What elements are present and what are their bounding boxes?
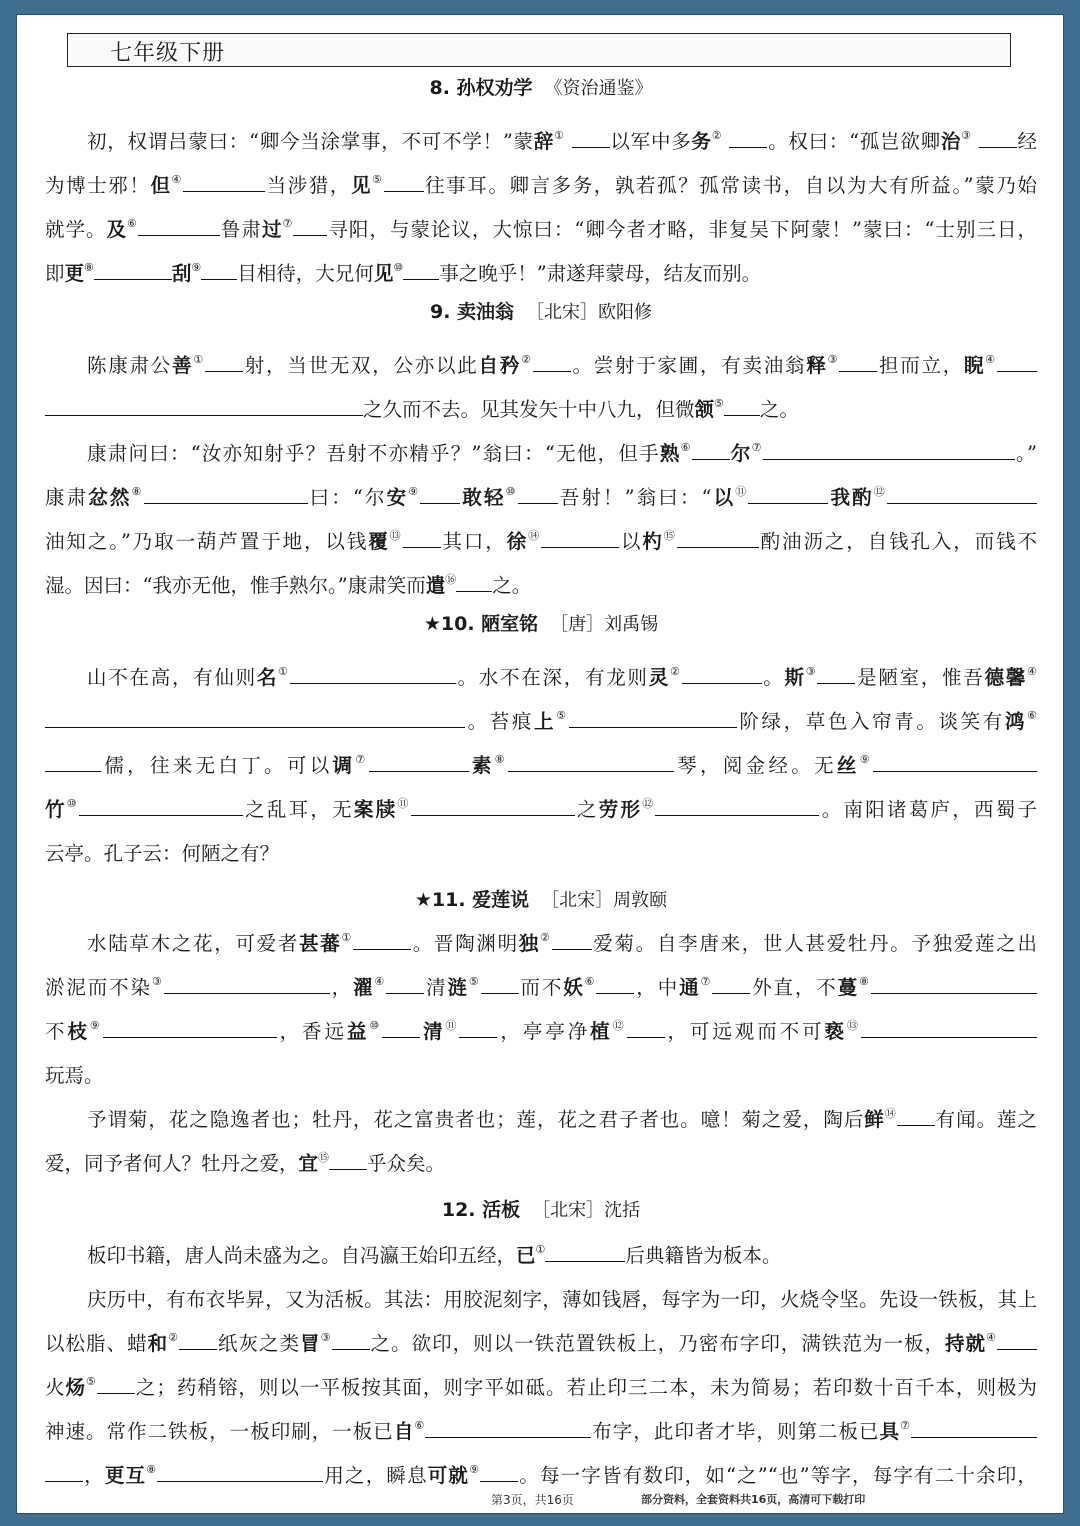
text-line: 湿。因曰：“我亦无他，惟手熟尔。”康肃笑而遣⑯ 之。 (45, 573, 532, 597)
text-line: 油知之。”乃取一葫芦置于地，以钱覆⑬ 其口，徐⑭ 以杓⑮ 酌油沥之，自钱孔入，而钱不 (45, 529, 1037, 553)
text-line: 玩焉。 (45, 1064, 104, 1087)
text-line: 竹⑩ 之乱耳，无案牍⑪ 之劳形⑫ 。南阳诸葛庐，西蜀子 (45, 797, 1037, 821)
section-title-12: 12. 活板 ［北宋］沈括 (441, 1199, 641, 1221)
text-line: 康肃忿然⑧ 曰：“尔安⑨ 敢轻⑩ 吾射！”翁曰：“以⑪ 我酌⑫ (45, 483, 1037, 513)
text-line: 。苔痕上⑤ 阶绿，草色入帘青。谈笑有鸿⑥ (45, 707, 1037, 737)
section-title-8: 8. 孙权劝学 《资治通鉴》 (429, 77, 653, 99)
text-line: 康肃问曰：“汝亦知射乎？吾射不亦精乎？”翁曰：“无他，但手熟⑥ 尔⑦ 。” (87, 441, 1037, 465)
worksheet-page (16, 14, 1064, 1514)
text-line: 儒，往来无白丁。可以调⑦ 素⑧ 琴，阅金经。无丝⑨ (45, 751, 1037, 781)
text-line: 即更⑧ 刮⑨ 目相待，大兄何见⑩ 事之晚乎！”肃遂拜蒙母，结友而别。 (45, 261, 762, 285)
section-title-11: ★11. 爱莲说 ［北宋］周敦颐 (414, 889, 668, 911)
text-line: 初，权谓吕蒙曰：“卿今当涂掌事，不可不学！”蒙辞① 以军中多务② 。权曰：“孤岂欲卿治③ 经 (87, 129, 1037, 153)
text-line: 水陆草木之花，可爱者甚蕃① 。晋陶渊明独② 爱菊。自李唐来，世人甚爱牡丹。予独爱莲之出 (87, 931, 1037, 955)
text-line: 不枝⑨ ，香远益⑩ 清⑪ ，亭亭净植⑫ ，可远观而不可亵⑬ (45, 1017, 1037, 1047)
footer-note: 部分资料，全套资料共16页，高清可下载打印 (641, 1493, 866, 1506)
text-line: 陈康肃公善① 射，当世无双，公亦以此自矜② 。尝射于家圃，有卖油翁释③ 担而立，睨④ (87, 351, 1037, 381)
grade-banner (67, 33, 1011, 67)
text-line: 以松脂、蜡和② 纸灰之类冒③ 之。欲印，则以一铁范置铁板上，乃密布字印，满铁范为一板，持就④ (45, 1329, 1037, 1359)
text-line: 火炀⑤ 之；药稍镕，则以一平板按其面，则字平如砥。若止印三二本，未为简易；若印数十百千本，则极为 (45, 1375, 1037, 1399)
text-line: 庆历中，有布衣毕昇，又为活板。其法：用胶泥刻字，薄如钱唇，每字为一印，火烧令坚。先设一铁板，其上 (87, 1288, 1037, 1311)
text-line: 板印书籍，唐人尚未盛为之。自冯瀛王始印五经，已① 后典籍皆为板本。 (87, 1243, 782, 1267)
text-line: 爱，同予者何人？牡丹之爱，宜⑮ 乎众矣。 (45, 1151, 446, 1175)
text-line: 山不在高，有仙则名① 。水不在深，有龙则灵② 。斯③ 是陋室，惟吾德馨④ (87, 665, 1037, 689)
text-line: 为博士邪！但④ 当涉猎，见⑤ 往事耳。卿言多务，孰若孤？孤常读书，自以为大有所益。”蒙乃始 (45, 173, 1037, 197)
section-title-10: ★10. 陋室铭 ［唐］刘禹锡 (423, 613, 659, 635)
text-line: 云亭。孔子云：何陋之有？ (45, 842, 280, 865)
page-number: 第3页，共16页 (491, 1493, 574, 1507)
grade-label: 七年级下册 (110, 41, 226, 66)
text-line: 之久而不去。见其发矢十中八九，但微颔⑤ 之。 (45, 395, 1037, 425)
text-line: 神速。常作二铁板，一板印刷，一板已自⑥ 布字，此印者才毕，则第二板已具⑦ (45, 1417, 1037, 1447)
section-title-9: 9. 卖油翁 ［北宋］欧阳修 (429, 301, 653, 323)
page-footer (17, 1489, 1064, 1511)
text-line: 就学。及⑥ 鲁肃过⑦ 寻阳，与蒙论议，大惊曰：“卿今者才略，非复吴下阿蒙！”蒙曰：“士别三日， (45, 217, 1037, 241)
text-line: ，更互⑧ 用之，瞬息可就⑨ 。每一字皆有数印，如“之”“也”等字，每字有二十余印， (45, 1461, 1037, 1491)
text-line: 予谓菊，花之隐逸者也；牡丹，花之富贵者也；莲，花之君子者也。噫！菊之爱，陶后鲜⑭ 有闻。莲之 (87, 1107, 1037, 1131)
text-line: 淤泥而不染③ ，濯④ 清涟⑤ 而不妖⑥ ，中通⑦ 外直，不蔓⑧ (45, 973, 1037, 1003)
